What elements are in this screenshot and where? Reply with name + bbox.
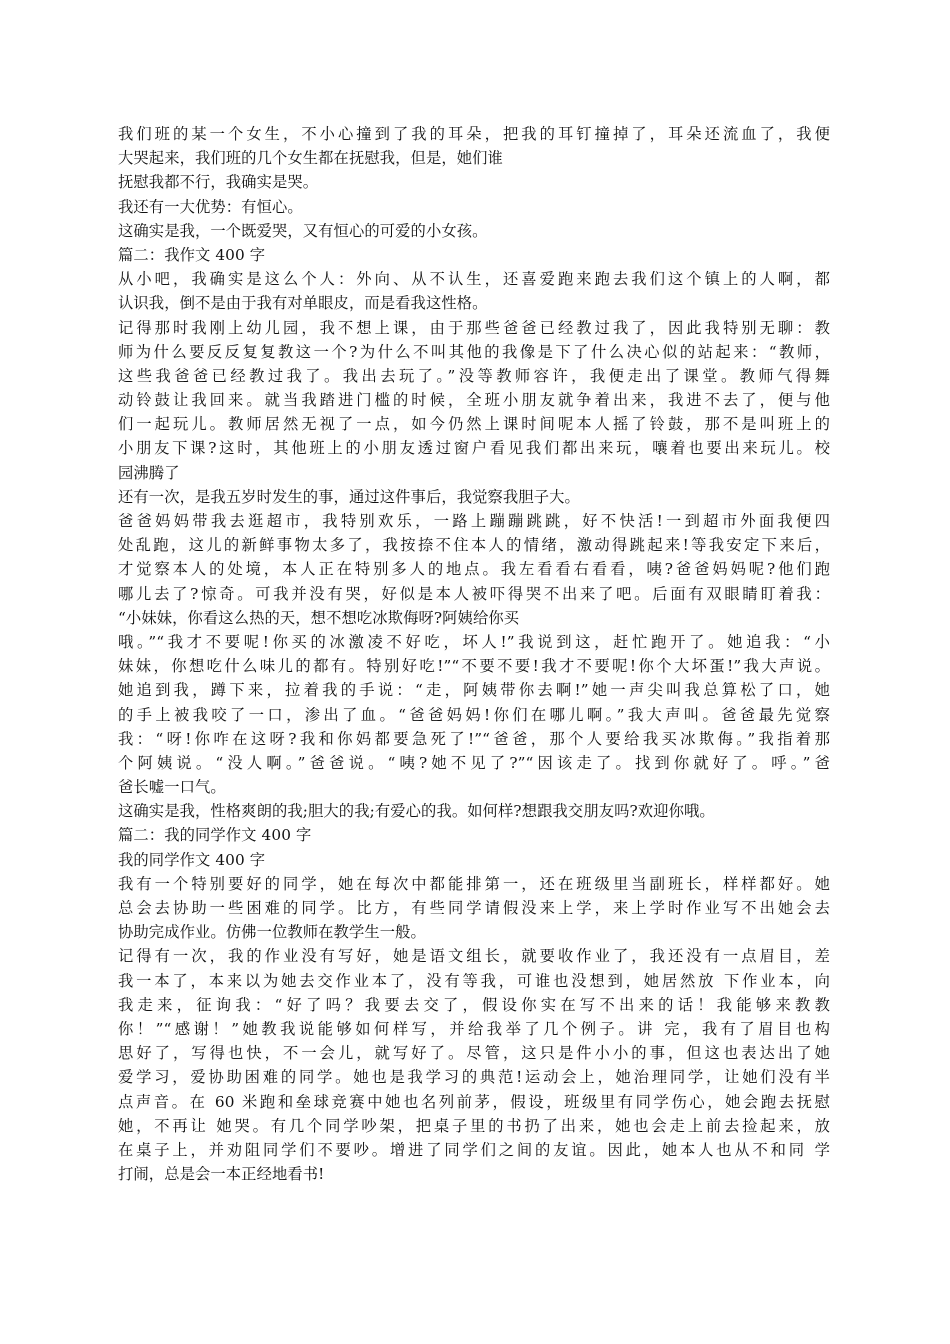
text-line: 协助完成作业。仿佛一位教师在教学生一般。 bbox=[118, 923, 426, 942]
text-line: 这些我爸爸已经教过我了。我出去玩了。”没等教师容许，我便走出了课堂。教师气得舞 bbox=[118, 366, 830, 385]
text-line: 大哭起来，我们班的几个女生都在抚慰我，但是，她们谁 bbox=[118, 149, 503, 168]
text-line: 们一起玩儿。教师居然无视了一点，如今仍然上课时间呢本人摇了铃鼓，那不是叫班上的 bbox=[118, 415, 830, 434]
text-line: 爸长嘘一口气。 bbox=[118, 778, 226, 797]
text-line: 哦。”“我才不要呢!你买的冰激凌不好吃，坏人!”我说到这，赶忙跑开了。她追我：“小 bbox=[118, 632, 830, 651]
text-line: 动铃鼓让我回来。就当我踏进门槛的时候，全班小朋友就争着出来，我进不去了，便与他 bbox=[118, 391, 830, 410]
text-line: 爸爸妈妈带我去逛超市，我特别欢乐，一路上蹦蹦跳跳，好不快活!一到超市外面我便四 bbox=[118, 512, 830, 530]
text-line: 点声音。在 60 米跑和垒球竞赛中她也名列前茅，假设，班级里有同学伤心，她会跑去抚慰 bbox=[118, 1092, 830, 1111]
text-line: 抚慰我都不行，我确实是哭。 bbox=[118, 173, 319, 192]
text-line: 从小吧，我确实是这么个人：外向、从不认生，还喜爱跑来跑去我们这个镇上的人啊，都 bbox=[118, 270, 830, 289]
text-line: 在桌子上，并劝阻同学们不要吵。增进了同学们之间的友谊。因此，她本人也从不和同 学 bbox=[118, 1140, 830, 1159]
text-line: 才觉察本人的处境，本人正在特别多人的地点。我左看看右看看，咦?爸爸妈妈呢?他们跑 bbox=[118, 560, 830, 579]
text-line: 认识我，倒不是由于我有对单眼皮，而是看我这性格。 bbox=[118, 294, 488, 313]
text-line: 我们班的某一个女生，不小心撞到了我的耳朵，把我的耳钉撞掉了，耳朵还流血了，我便 bbox=[118, 125, 830, 143]
text-line: 个阿姨说。“没人啊。”爸爸说。“咦?她不见了?”“因该走了。找到你就好了。呼。”爸 bbox=[118, 753, 830, 772]
text-line: “小妹妹，你看这么热的天，想不想吃冰欺侮呀?阿姨给你买 bbox=[118, 608, 520, 627]
text-line: 小朋友下课?这时，其他班上的小朋友透过窗户看见我们都出来玩，嚷着也要出来玩儿。校 bbox=[118, 439, 830, 458]
text-line: 这确实是我，性格爽朗的我;胆大的我;有爱心的我。如何样?想跟我交朋友吗?欢迎你哦。 bbox=[118, 802, 715, 821]
text-line: 我走来，征询我：“好了吗？我要去交了，假设你实在写不出来的话！我能够来教教 bbox=[118, 995, 830, 1014]
text-line: 还有一次，是我五岁时发生的事，通过这件事后，我觉察我胆子大。 bbox=[118, 487, 580, 506]
text-line: 我有一个特别要好的同学，她在每次中都能排第一，还在班级里当副班长，样样都好。她 bbox=[118, 874, 830, 893]
text-line: 爱学习，爱协助困难的同学。她也是我学习的典范!运动会上，她治理同学，让她们没有半 bbox=[118, 1068, 830, 1087]
text-line: 的手上被我咬了一口，渗出了血。“爸爸妈妈!你们在哪儿啊。”我大声叫。爸爸最先觉察 bbox=[118, 705, 830, 724]
text-line: 师为什么要反反复复教这一个?为什么不叫其他的我像是下了什么决心似的站起来：“教师， bbox=[118, 342, 830, 361]
text-line: 我：“呀!你咋在这呀?我和你妈都要急死了!”“爸爸，那个人要给我买冰欺侮。”我指着那 bbox=[118, 729, 830, 748]
text-line: 打闹，总是会一本正经地看书! bbox=[118, 1165, 325, 1184]
text-line: 妹妹，你想吃什么味儿的都有。特别好吃!”“不要不要!我才不要呢!你个大坏蛋!”我大声说。 bbox=[118, 657, 830, 676]
text-line: 记得那时我刚上幼儿园，我不想上课，由于那些爸爸已经教过我了，因此我特别无聊：教 bbox=[118, 318, 830, 337]
text-line: 总会去协助一些困难的同学。比方，有些同学请假没来上学，来上学时作业写不出她会去 bbox=[118, 899, 830, 917]
text-line: 我一本了，本来以为她去交作业本了，没有等我，可谁也没想到，她居然放 下作业本，向 bbox=[118, 971, 830, 990]
text-line: 园沸腾了 bbox=[118, 463, 180, 482]
text-line: 思好了，写得也快，不一会儿，就写好了。尽管，这只是件小小的事，但这也表达出了她 bbox=[118, 1044, 830, 1063]
text-line: 我还有一大优势：有恒心。 bbox=[118, 197, 303, 216]
text-line: 这确实是我，一个既爱哭，又有恒心的可爱的小女孩。 bbox=[118, 221, 488, 240]
text-line: 处乱跑，这儿的新鲜事物太多了，我按捺不住本人的情绪，激动得跳起来!等我安定下来后， bbox=[118, 536, 830, 555]
text-line: 哪儿去了?惊奇。可我并没有哭，好似是本人被吓得哭不出来了吧。后面有双眼睛盯着我： bbox=[118, 584, 830, 603]
text-line: 我的同学作文 400 字 bbox=[118, 850, 266, 869]
text-line: 篇二：我的同学作文 400 字 bbox=[118, 826, 312, 845]
text-line: 篇二：我作文 400 字 bbox=[118, 245, 266, 264]
document-body bbox=[118, 122, 830, 1186]
text-line: 记得有一次，我的作业没有写好，她是语文组长，就要收作业了，我还没有一点眉目，差 bbox=[118, 947, 830, 966]
text-line: 她，不再让 她哭。有几个同学吵架，把桌子里的书扔了出来，她也会走上前去捡起来，放 bbox=[118, 1116, 830, 1135]
text-line: 你！”“感谢！”她教我说能够如何样写，并给我举了几个例子。讲 完，我有了眉目也构 bbox=[118, 1019, 830, 1038]
text-line: 她追到我，蹲下来，拉着我的手说：“走，阿姨带你去啊!”她一声尖叫我总算松了口，她 bbox=[118, 681, 830, 700]
